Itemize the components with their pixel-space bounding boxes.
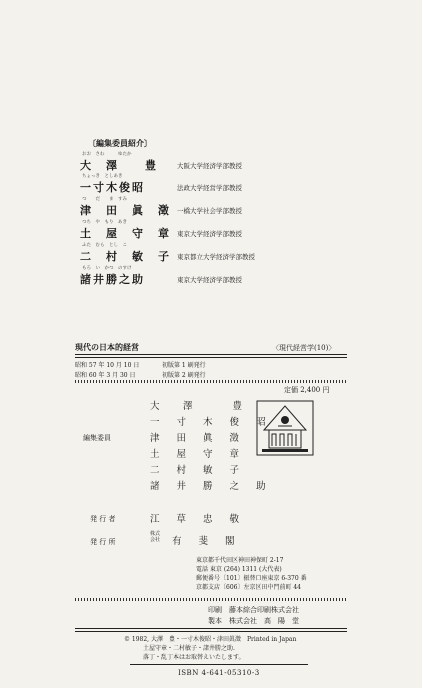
- member-name: 一寸木俊昭: [80, 181, 145, 194]
- editor-name: 一 寸 木 俊 昭: [150, 417, 273, 428]
- hatch-rule: [75, 380, 347, 383]
- company-type: 株式 会社: [150, 531, 161, 543]
- copyright-names: 土屋守章・二村敏子・諸井勝之助.: [143, 645, 235, 652]
- address-line: 京都支店〔606〕左京区田中門前町 44: [196, 584, 301, 591]
- edition-date: 昭和 60 年 3 月 30 日: [75, 372, 136, 379]
- replacement-notice: 落丁・乱丁本はお取替えいたします。: [143, 654, 245, 661]
- isbn: ISBN 4-641-05310-3: [178, 669, 260, 677]
- member-affiliation: 東京大学経済学部教授: [177, 276, 242, 284]
- member-name: 諸井勝之助: [80, 273, 145, 286]
- issuer-label: 発 行 者: [90, 515, 116, 523]
- member-ruby: つ だ ま すみ: [82, 197, 127, 202]
- member-ruby: つち や もり あき: [82, 220, 127, 225]
- editors-label: 編集委員: [83, 434, 111, 442]
- book-title: 現代の日本的経営: [75, 342, 139, 352]
- member-name: 土 屋 守 章: [80, 227, 171, 240]
- binder: 製本 株式会社 高 陽 堂: [208, 617, 299, 625]
- edition-label: 初版第 2 刷発行: [162, 372, 206, 379]
- series-label: 〈現代経営学(10)〉: [272, 344, 336, 352]
- editor-name: 二 村 敏 子: [150, 465, 247, 476]
- isbn-rule: [130, 664, 308, 665]
- publisher-label: 発 行 所: [90, 538, 116, 546]
- member-affiliation: 東京都立大学経済学部教授: [177, 253, 255, 261]
- publisher-address: [196, 556, 307, 592]
- address-line: 電話 東京 (264) 1311 (大代表): [196, 566, 282, 573]
- intro-heading: 〔編集委員紹介〕: [88, 138, 152, 148]
- member-ruby: ちょっき としあき: [82, 174, 123, 179]
- editor-name: 諸 井 勝 之 助: [150, 481, 273, 492]
- editor-name: 津 田 眞 澂: [150, 433, 247, 444]
- publisher-name: 有 斐 閣: [172, 536, 242, 547]
- issuer-name: 江 草 忠 敬: [150, 514, 247, 525]
- printer: 印刷 藤本綜合印刷株式会社: [208, 606, 299, 614]
- copyright: © 1982, 大澤 豊・一寸木俊昭・津田眞澂 Printed in Japan: [124, 636, 297, 643]
- member-ruby: もろ い かつ のすけ: [82, 266, 132, 271]
- member-name: 津 田 眞 澂: [80, 204, 171, 217]
- publisher-emblem-icon: [256, 400, 314, 456]
- member-affiliation: 大阪大学経済学部教授: [177, 162, 242, 170]
- member-ruby: ふた むら とし こ: [82, 243, 127, 248]
- editor-name: 土 屋 守 章: [150, 449, 247, 460]
- member-name: 大 澤 豊: [80, 159, 158, 172]
- address-line: 東京都千代田区神田神保町 2-17: [196, 557, 284, 564]
- hatch-rule: [75, 598, 347, 601]
- member-affiliation: 法政大学経営学部教授: [177, 184, 242, 192]
- edition-date: 昭和 57 年 10 月 10 日: [75, 362, 140, 369]
- editor-name: 大 澤 豊: [150, 401, 250, 412]
- edition-label: 初版第 1 刷発行: [162, 362, 206, 369]
- member-ruby: おお さわ ゆたか: [82, 152, 132, 157]
- member-affiliation: 東京大学経済学部教授: [177, 230, 242, 238]
- member-name: 二 村 敏 子: [80, 250, 171, 263]
- address-line: 郵便番号〔101〕振替口座東京 6-370 番: [196, 575, 307, 582]
- price: 定価 2,400 円: [284, 386, 330, 394]
- top-rule: [75, 354, 347, 358]
- lower-rule: [75, 628, 347, 632]
- member-affiliation: 一橋大学社会学部教授: [177, 207, 242, 215]
